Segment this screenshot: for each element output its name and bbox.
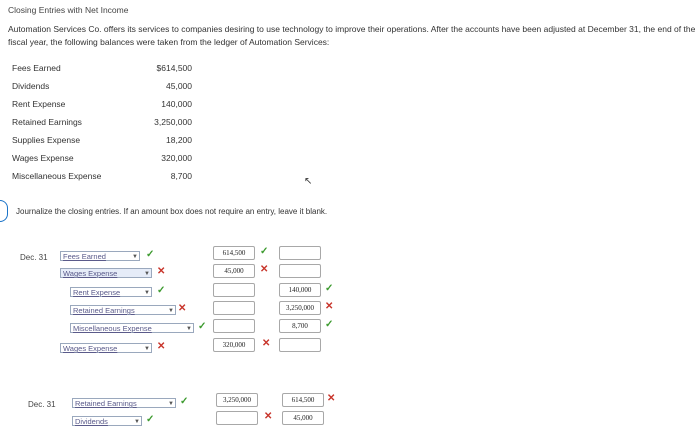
credit-input[interactable] [279,338,321,352]
incorrect-x-icon: ✕ [327,393,336,404]
incorrect-x-icon: ✕ [262,338,271,349]
correct-check-icon: ✓ [260,246,269,257]
account-select[interactable]: Rent Expense ▼ [70,287,152,297]
balance-name: Rent Expense [12,99,66,109]
entry-date: Dec. 31 [28,400,56,409]
correct-check-icon: ✓ [146,249,155,260]
page-title: Closing Entries with Net Income [8,5,129,15]
balance-name: Retained Earnings [12,117,82,127]
incorrect-x-icon: ✕ [264,411,273,422]
account-select[interactable]: Wages Expense ▼ [60,343,152,353]
account-select[interactable]: Retained Earnings ▼ [72,398,176,408]
mouse-cursor-icon: ↖ [304,176,313,187]
incorrect-x-icon: ✕ [260,264,269,275]
correct-check-icon: ✓ [157,285,166,296]
problem-intro: Automation Services Co. offers its services to companies desiring to use technology to improve their operations. After the accounts have been adjusted at December 31, the end of the fiscal year, the following balances were taken from the ledger of Automation Services: [8,24,696,47]
credit-input[interactable]: 614,500 [282,393,324,407]
balance-value: 3,250,000 [154,117,192,127]
credit-input[interactable]: 3,250,000 [279,301,321,315]
incorrect-x-icon: ✕ [157,341,166,352]
balance-name: Miscellaneous Expense [12,171,102,181]
credit-input[interactable] [279,264,321,278]
entry-date: Dec. 31 [20,253,48,262]
correct-check-icon: ✓ [198,321,207,332]
chevron-down-icon: ▼ [186,326,192,332]
balance-name: Supplies Expense [12,135,81,145]
balance-value: 45,000 [166,81,192,91]
credit-input[interactable]: 140,000 [279,283,321,297]
account-select[interactable]: Miscellaneous Expense ▼ [70,323,194,333]
debit-input[interactable]: 45,000 [213,264,255,278]
account-select[interactable]: Dividends ▼ [72,416,142,426]
debit-input[interactable] [213,301,255,315]
debit-input[interactable]: 320,000 [213,338,255,352]
debit-input[interactable] [213,319,255,333]
balance-value: 8,700 [170,171,192,181]
debit-input[interactable]: 3,250,000 [216,393,258,407]
correct-check-icon: ✓ [325,319,334,330]
account-select[interactable]: Wages Expense ▼ [60,268,152,278]
account-select[interactable]: Retained Earnings ▼ [70,305,176,315]
balance-value: $614,500 [156,63,192,73]
balance-value: 18,200 [166,135,192,145]
debit-input[interactable] [216,411,258,425]
account-select[interactable]: Fees Earned ▼ [60,251,140,261]
chevron-down-icon: ▼ [132,254,138,260]
credit-input[interactable]: 8,700 [279,319,321,333]
callout-marker [0,200,8,222]
correct-check-icon: ✓ [146,414,155,425]
debit-input[interactable]: 614,500 [213,246,255,260]
balance-name: Wages Expense [12,153,74,163]
incorrect-x-icon: ✕ [325,301,334,312]
chevron-down-icon: ▼ [144,290,150,296]
chevron-down-icon: ▼ [144,271,150,277]
balance-value: 140,000 [161,99,192,109]
credit-input[interactable]: 45,000 [282,411,324,425]
incorrect-x-icon: ✕ [157,266,166,277]
chevron-down-icon: ▼ [134,419,140,425]
correct-check-icon: ✓ [325,283,334,294]
balance-name: Fees Earned [12,63,61,73]
instruction-text: Journalize the closing entries. If an amount box does not require an entry, leave it blank. [16,206,328,216]
balance-value: 320,000 [161,153,192,163]
chevron-down-icon: ▼ [144,346,150,352]
incorrect-x-icon: ✕ [178,303,187,314]
instruction-callout [0,200,327,222]
correct-check-icon: ✓ [180,396,189,407]
chevron-down-icon: ▼ [168,308,174,314]
balance-name: Dividends [12,81,50,91]
debit-input[interactable] [213,283,255,297]
credit-input[interactable] [279,246,321,260]
chevron-down-icon: ▼ [168,401,174,407]
